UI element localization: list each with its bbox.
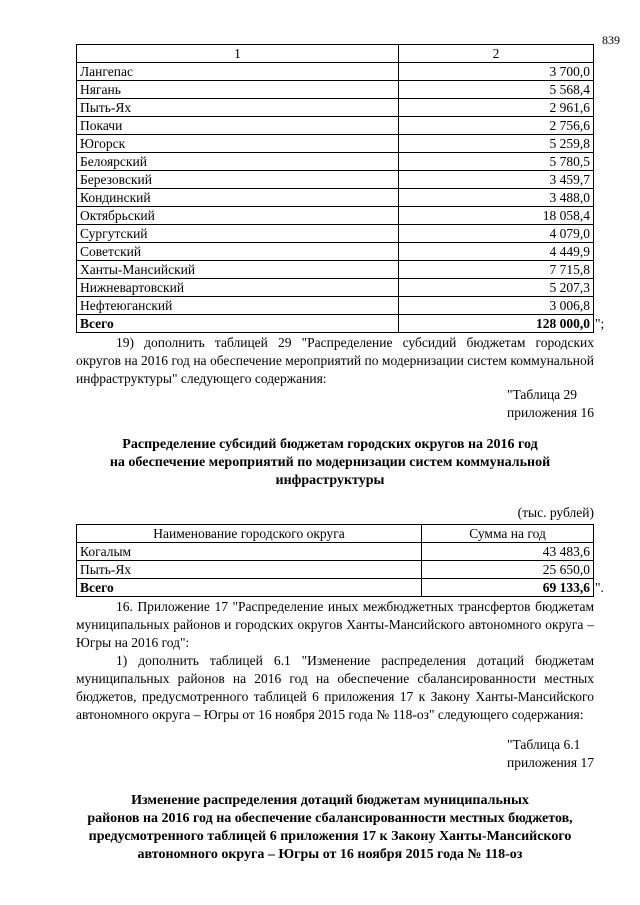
title-line: автономного округа – Югры от 16 ноября 2015 года № 118-оз <box>137 847 523 862</box>
row-value: 5 780,5 <box>399 153 594 171</box>
row-value: 25 650,0 <box>422 561 594 579</box>
title-line: на обеспечение мероприятий по модернизации систем коммунальной <box>109 455 551 470</box>
row-name: Лангепас <box>77 63 399 81</box>
table29-ref-line2: приложения 16 <box>506 405 594 420</box>
table29-ref-line1: "Таблица 29 <box>506 387 577 402</box>
column-header: 1 <box>77 45 399 63</box>
row-name: Кондинский <box>77 189 399 207</box>
table-row <box>77 207 594 225</box>
table29-title <box>60 436 600 490</box>
row-name: Пыть-Ях <box>77 99 399 117</box>
page-number: 839 <box>602 33 620 47</box>
title-line: Изменение распределения дотаций бюджетам муниципальных <box>131 793 529 808</box>
title-line: Распределение субсидий бюджетам городских округов на 2016 год <box>122 437 538 452</box>
row-value: 5 568,4 <box>399 81 594 99</box>
table61-ref-line2: приложения 17 <box>506 755 594 770</box>
table29-reference <box>507 386 594 422</box>
table-row <box>77 561 594 579</box>
row-value: 2 961,6 <box>399 99 594 117</box>
table61-reference <box>507 736 594 772</box>
table-row <box>77 189 594 207</box>
table61-title <box>60 792 600 864</box>
row-value: 4 079,0 <box>399 225 594 243</box>
table2-closing-quote: ". <box>595 580 604 595</box>
row-value: 18 058,4 <box>399 207 594 225</box>
title-line: инфраструктуры <box>275 473 385 488</box>
units-label: (тыс. рублей) <box>517 505 594 520</box>
row-name: Советский <box>77 243 399 261</box>
row-name: Нягань <box>77 81 399 99</box>
subsidies-table <box>76 524 594 597</box>
table-row <box>77 297 594 315</box>
row-value: 43 483,6 <box>422 543 594 561</box>
row-name: Ханты-Мансийский <box>77 261 399 279</box>
column-header: Сумма на год <box>422 525 594 543</box>
table61-ref-line1: "Таблица 6.1 <box>506 737 581 752</box>
table-header-row <box>77 45 594 63</box>
row-value: 3 488,0 <box>399 189 594 207</box>
table-row <box>77 243 594 261</box>
column-header: 2 <box>399 45 594 63</box>
row-value: 4 449,9 <box>399 243 594 261</box>
table-row <box>77 225 594 243</box>
table-row <box>77 81 594 99</box>
row-name: Когалым <box>77 543 422 561</box>
total-label: Всего <box>77 315 399 333</box>
paragraph-19: 19) дополнить таблицей 29 "Распределение субсидий бюджетам городских округов на 2016 год на обеспечение мероприятий по модернизации систем коммунальной инфраструктуры" следующего содержания: <box>76 335 594 386</box>
row-value: 5 259,8 <box>399 135 594 153</box>
row-name: Нефтеюганский <box>77 297 399 315</box>
table-row <box>77 99 594 117</box>
row-value: 2 756,6 <box>399 117 594 135</box>
table-row <box>77 261 594 279</box>
total-value: 69 133,6 <box>422 579 594 597</box>
table-header-row <box>77 525 594 543</box>
row-name: Березовский <box>77 171 399 189</box>
table-row <box>77 279 594 297</box>
row-name: Октябрьский <box>77 207 399 225</box>
row-name: Югорск <box>77 135 399 153</box>
table-row <box>77 63 594 81</box>
row-value: 5 207,3 <box>399 279 594 297</box>
row-value: 7 715,8 <box>399 261 594 279</box>
row-value: 3 700,0 <box>399 63 594 81</box>
total-label: Всего <box>77 579 422 597</box>
total-row <box>77 579 594 597</box>
column-header: Наименование городского округа <box>77 525 422 543</box>
row-name: Нижневартовский <box>77 279 399 297</box>
row-name: Сургутский <box>77 225 399 243</box>
row-value: 3 006,8 <box>399 297 594 315</box>
row-name: Белоярский <box>77 153 399 171</box>
row-name: Покачи <box>77 117 399 135</box>
table-row <box>77 117 594 135</box>
table-row <box>77 135 594 153</box>
table1-closing-quote: "; <box>595 316 605 331</box>
title-line: районов на 2016 год на обеспечение сбалансированности местных бюджетов, <box>87 811 573 826</box>
table-row <box>77 543 594 561</box>
paragraph-16: 16. Приложение 17 "Распределение иных межбюджетных трансфертов бюджетам муниципальных районов и городских округов Ханты-Мансийского автономного округа – Югры на 2016 год": <box>76 599 594 650</box>
title-line: предусмотренного таблицей 6 приложения 17 к Закону Ханты-Мансийского <box>88 829 572 844</box>
row-name: Пыть-Ях <box>77 561 422 579</box>
paragraph-1: 1) дополнить таблицей 6.1 "Изменение распределения дотаций бюджетам муниципальных районов на 2016 год на обеспечение сбалансированности местных бюджетов, предусмотренного таблицей 6 приложения 17 к Закону Ханты-Мансийского автономного округа – Югры от 16 ноября 2015 года № 118-оз" следующего содержания: <box>76 653 594 722</box>
districts-table <box>76 44 594 333</box>
table-row <box>77 153 594 171</box>
row-value: 3 459,7 <box>399 171 594 189</box>
total-value: 128 000,0 <box>399 315 594 333</box>
table-row <box>77 171 594 189</box>
total-row <box>77 315 594 333</box>
